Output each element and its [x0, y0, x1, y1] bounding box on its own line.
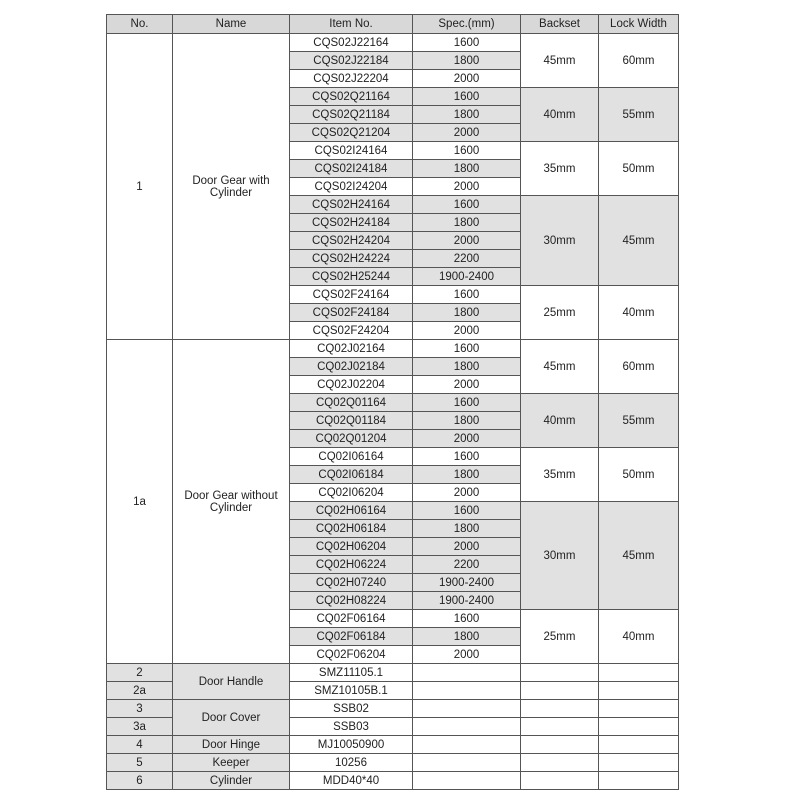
table-row — [107, 736, 679, 754]
lock-width-cell: 40mm — [599, 286, 679, 340]
backset-cell: 25mm — [521, 610, 599, 664]
item-no-cell: CQS02Q21164 — [290, 88, 413, 106]
backset-cell: 30mm — [521, 502, 599, 610]
backset-cell: 45mm — [521, 340, 599, 394]
item-no-cell: CQ02H06204 — [290, 538, 413, 556]
accessory-lock-width — [599, 772, 679, 790]
spec-cell: 1900-2400 — [413, 268, 521, 286]
accessory-backset — [521, 718, 599, 736]
spec-cell: 1800 — [413, 466, 521, 484]
spec-cell: 1800 — [413, 520, 521, 538]
accessory-no: 4 — [107, 736, 173, 754]
accessory-spec — [413, 718, 521, 736]
accessory-backset — [521, 700, 599, 718]
spec-cell: 1900-2400 — [413, 592, 521, 610]
item-no-cell: CQS02I24184 — [290, 160, 413, 178]
spec-cell: 1600 — [413, 88, 521, 106]
accessory-no: 3a — [107, 718, 173, 736]
table-row — [107, 340, 679, 358]
accessory-spec — [413, 664, 521, 682]
table-header — [107, 15, 679, 34]
accessory-item-no: MJ10050900 — [290, 736, 413, 754]
item-no-cell: CQ02I06184 — [290, 466, 413, 484]
spec-cell: 1600 — [413, 142, 521, 160]
accessory-spec — [413, 682, 521, 700]
spec-cell: 2000 — [413, 376, 521, 394]
accessory-no: 5 — [107, 754, 173, 772]
accessory-spec — [413, 754, 521, 772]
table-row — [107, 772, 679, 790]
item-no-cell: CQS02Q21184 — [290, 106, 413, 124]
item-no-cell: CQS02I24164 — [290, 142, 413, 160]
accessory-no: 2a — [107, 682, 173, 700]
spec-cell: 2000 — [413, 124, 521, 142]
spec-cell: 2200 — [413, 556, 521, 574]
item-no-cell: CQS02F24204 — [290, 322, 413, 340]
item-no-cell: CQS02Q21204 — [290, 124, 413, 142]
lock-width-cell: 55mm — [599, 394, 679, 448]
spec-cell: 1800 — [413, 358, 521, 376]
accessory-lock-width — [599, 682, 679, 700]
item-no-cell: CQ02H06164 — [290, 502, 413, 520]
accessory-lock-width — [599, 718, 679, 736]
accessory-name: Keeper — [173, 754, 290, 772]
backset-cell: 35mm — [521, 142, 599, 196]
lock-width-cell: 45mm — [599, 196, 679, 286]
item-no-cell: CQ02J02164 — [290, 340, 413, 358]
lock-width-cell: 60mm — [599, 340, 679, 394]
spec-cell: 1800 — [413, 106, 521, 124]
accessory-spec — [413, 772, 521, 790]
accessory-backset — [521, 664, 599, 682]
group-no: 1 — [107, 34, 173, 340]
spec-cell: 2000 — [413, 484, 521, 502]
lock-width-cell: 60mm — [599, 34, 679, 88]
spec-cell: 2000 — [413, 430, 521, 448]
item-no-cell: CQ02Q01164 — [290, 394, 413, 412]
accessory-no: 2 — [107, 664, 173, 682]
header-spec: Spec.(mm) — [413, 15, 521, 34]
lock-width-cell: 40mm — [599, 610, 679, 664]
lock-width-cell: 45mm — [599, 502, 679, 610]
item-no-cell: CQ02Q01184 — [290, 412, 413, 430]
spec-cell: 1800 — [413, 304, 521, 322]
accessory-backset — [521, 682, 599, 700]
accessory-item-no: SMZ10105B.1 — [290, 682, 413, 700]
spec-cell: 2000 — [413, 646, 521, 664]
item-no-cell: CQS02H24224 — [290, 250, 413, 268]
backset-cell: 45mm — [521, 34, 599, 88]
item-no-cell: CQ02F06204 — [290, 646, 413, 664]
item-no-cell: CQS02H24184 — [290, 214, 413, 232]
item-no-cell: CQ02H06184 — [290, 520, 413, 538]
accessory-item-no: SMZ11105.1 — [290, 664, 413, 682]
item-no-cell: CQS02H25244 — [290, 268, 413, 286]
header-backset: Backset — [521, 15, 599, 34]
spec-cell: 1800 — [413, 52, 521, 70]
item-no-cell: CQS02J22164 — [290, 34, 413, 52]
spec-cell: 1600 — [413, 502, 521, 520]
group-name: Door Gear with Cylinder — [173, 34, 290, 340]
spec-cell: 1600 — [413, 196, 521, 214]
spec-cell: 1900-2400 — [413, 574, 521, 592]
item-no-cell: CQS02J22204 — [290, 70, 413, 88]
item-no-cell: CQS02I24204 — [290, 178, 413, 196]
backset-cell: 35mm — [521, 448, 599, 502]
accessory-backset — [521, 754, 599, 772]
item-no-cell: CQ02I06164 — [290, 448, 413, 466]
spec-cell: 1800 — [413, 160, 521, 178]
spec-cell: 1600 — [413, 610, 521, 628]
lock-width-cell: 55mm — [599, 88, 679, 142]
lock-width-cell: 50mm — [599, 448, 679, 502]
group-no: 1a — [107, 340, 173, 664]
accessory-no: 6 — [107, 772, 173, 790]
spec-cell: 2000 — [413, 538, 521, 556]
spec-cell: 1600 — [413, 394, 521, 412]
lock-width-cell: 50mm — [599, 142, 679, 196]
spec-cell: 1800 — [413, 628, 521, 646]
product-spec-table — [106, 14, 679, 790]
group-name: Door Gear without Cylinder — [173, 340, 290, 664]
header-no: No. — [107, 15, 173, 34]
spec-cell: 2000 — [413, 322, 521, 340]
header-lock-width: Lock Width — [599, 15, 679, 34]
spec-cell: 1800 — [413, 214, 521, 232]
accessory-spec — [413, 700, 521, 718]
accessory-name: Cylinder — [173, 772, 290, 790]
spec-cell: 1600 — [413, 34, 521, 52]
item-no-cell: CQ02J02204 — [290, 376, 413, 394]
spec-cell: 1600 — [413, 448, 521, 466]
accessory-item-no: SSB02 — [290, 700, 413, 718]
accessory-lock-width — [599, 664, 679, 682]
table-row — [107, 700, 679, 718]
spec-cell: 1800 — [413, 412, 521, 430]
accessory-item-no: MDD40*40 — [290, 772, 413, 790]
item-no-cell: CQS02H24204 — [290, 232, 413, 250]
accessory-lock-width — [599, 736, 679, 754]
table-row — [107, 664, 679, 682]
item-no-cell: CQ02F06184 — [290, 628, 413, 646]
header-row — [107, 15, 679, 34]
item-no-cell: CQ02H06224 — [290, 556, 413, 574]
item-no-cell: CQS02F24184 — [290, 304, 413, 322]
header-item-no: Item No. — [290, 15, 413, 34]
accessory-name: Door Handle — [173, 664, 290, 700]
spec-cell: 1600 — [413, 340, 521, 358]
accessory-item-no: 10256 — [290, 754, 413, 772]
item-no-cell: CQS02J22184 — [290, 52, 413, 70]
table-body — [107, 34, 679, 790]
spec-cell: 2000 — [413, 178, 521, 196]
spec-cell: 2000 — [413, 232, 521, 250]
table-row — [107, 34, 679, 52]
header-name: Name — [173, 15, 290, 34]
item-no-cell: CQ02I06204 — [290, 484, 413, 502]
accessory-lock-width — [599, 700, 679, 718]
spec-cell: 2000 — [413, 70, 521, 88]
accessory-item-no: SSB03 — [290, 718, 413, 736]
spec-cell: 1600 — [413, 286, 521, 304]
backset-cell: 40mm — [521, 394, 599, 448]
accessory-backset — [521, 772, 599, 790]
accessory-backset — [521, 736, 599, 754]
item-no-cell: CQS02H24164 — [290, 196, 413, 214]
accessory-lock-width — [599, 754, 679, 772]
accessory-no: 3 — [107, 700, 173, 718]
item-no-cell: CQ02F06164 — [290, 610, 413, 628]
backset-cell: 30mm — [521, 196, 599, 286]
accessory-name: Door Cover — [173, 700, 290, 736]
spec-cell: 2200 — [413, 250, 521, 268]
item-no-cell: CQS02F24164 — [290, 286, 413, 304]
item-no-cell: CQ02J02184 — [290, 358, 413, 376]
backset-cell: 40mm — [521, 88, 599, 142]
table-row — [107, 754, 679, 772]
backset-cell: 25mm — [521, 286, 599, 340]
accessory-name: Door Hinge — [173, 736, 290, 754]
accessory-spec — [413, 736, 521, 754]
item-no-cell: CQ02H07240 — [290, 574, 413, 592]
item-no-cell: CQ02H08224 — [290, 592, 413, 610]
item-no-cell: CQ02Q01204 — [290, 430, 413, 448]
